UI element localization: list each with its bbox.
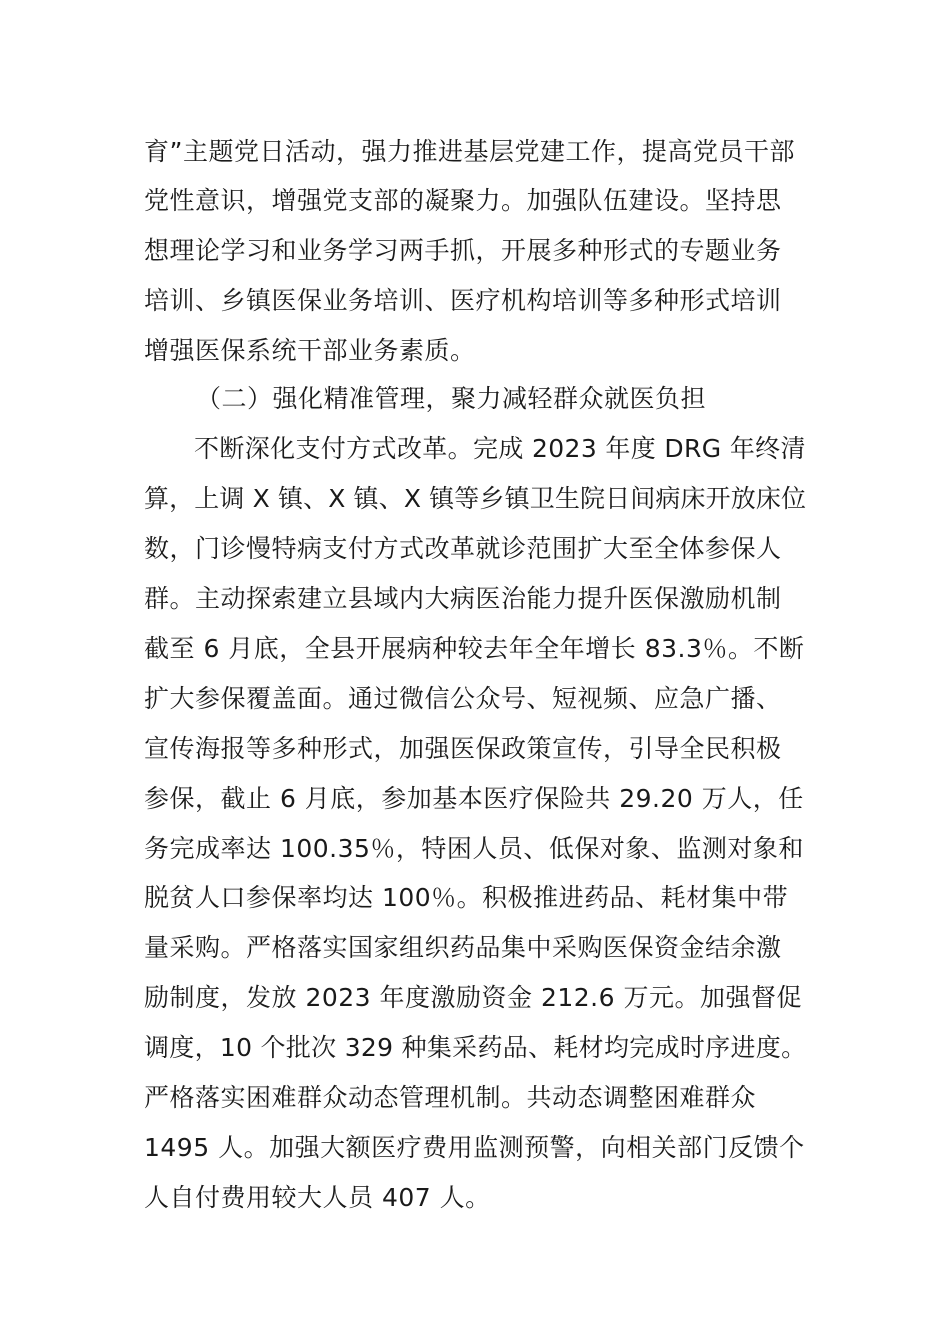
text-line: 调度，10 个批次 329 种集采药品、耗材均完成时序进度。 (144, 1033, 807, 1062)
paragraph-start-line: 不断深化支付方式改革。完成 2023 年度 DRG 年终清 (194, 434, 806, 463)
text-line: 1495 人。加强大额医疗费用监测预警，向相关部门反馈个 (144, 1133, 805, 1162)
section-heading: （二）强化精准管理，聚力减轻群众就医负担 (196, 384, 707, 413)
text-line: 宣传海报等多种形式，加强医保政策宣传，引导全民积极 (144, 734, 782, 763)
text-line: 截至 6 月底，全县开展病种较去年全年增长 83.3％。不断 (144, 634, 805, 663)
text-line: 数，门诊慢特病支付方式改革就诊范围扩大至全体参保人 (144, 534, 782, 563)
text-line: 脱贫人口参保率均达 100％。积极推进药品、耗材集中带 (144, 883, 789, 912)
text-line: 务完成率达 100.35％，特困人员、低保对象、监测对象和 (144, 834, 804, 863)
text-line: 人自付费用较大人员 407 人。 (144, 1183, 491, 1212)
text-line: 算，上调 X 镇、X 镇、X 镇等乡镇卫生院日间病床开放床位 (144, 484, 807, 513)
text-line: 群。主动探索建立县域内大病医治能力提升医保激励机制 (144, 584, 782, 613)
text-line: 想理论学习和业务学习两手抓，开展多种形式的专题业务 (144, 236, 782, 265)
text-line: 育”主题党日活动，强力推进基层党建工作，提高党员干部 (144, 137, 795, 166)
text-line: 励制度，发放 2023 年度激励资金 212.6 万元。加强督促 (144, 983, 802, 1012)
text-line: 参保，截止 6 月底，参加基本医疗保险共 29.20 万人，任 (144, 784, 804, 813)
text-line: 扩大参保覆盖面。通过微信公众号、短视频、应急广播、 (144, 684, 782, 713)
text-line: 量采购。严格落实国家组织药品集中采购医保资金结余激 (144, 933, 782, 962)
text-line: 培训、乡镇医保业务培训、医疗机构培训等多种形式培训 (144, 286, 782, 315)
text-line: 增强医保系统干部业务素质。 (144, 336, 476, 365)
text-line: 严格落实困难群众动态管理机制。共动态调整困难群众 (144, 1083, 757, 1112)
text-line: 党性意识，增强党支部的凝聚力。加强队伍建设。坚持思 (144, 186, 782, 215)
